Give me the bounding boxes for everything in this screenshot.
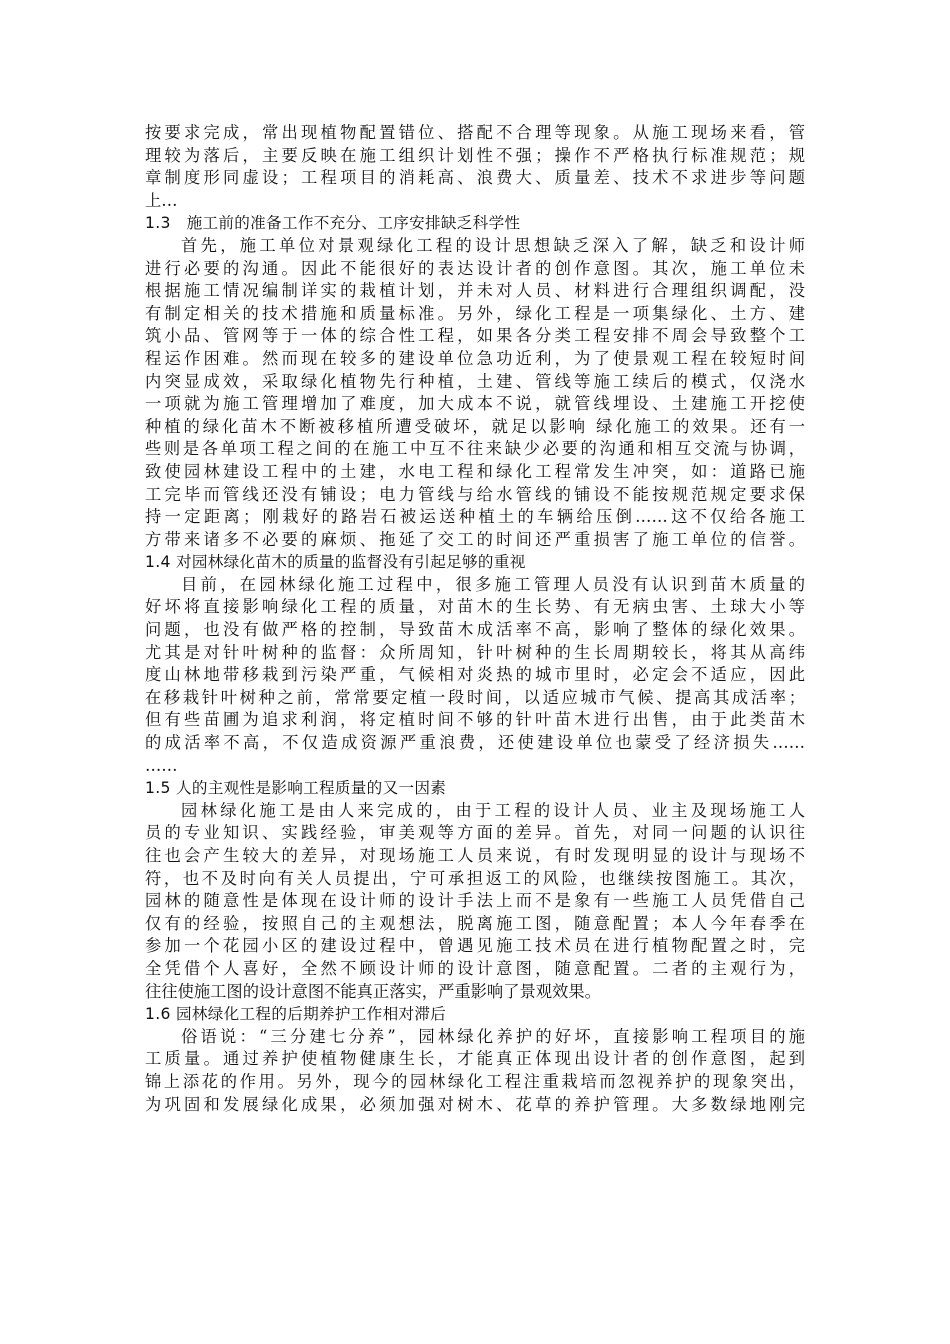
text-line: 员的专业知识、实践经验，审美观等方面的差异。首先，对同一问题的认识往	[145, 823, 805, 843]
section-heading: 1.3 施工前的准备工作不充分、工序安排缺乏科学性	[145, 214, 521, 233]
text-line: 园林的随意性是体现在设计师的设计手法上而不是象有一些施工人员凭借自己	[145, 891, 805, 911]
text-line: 章制度形同虚设；工程项目的消耗高、浪费大、质量差、技术不求进步等问题	[145, 168, 805, 188]
text-line: 符，也不及时向有关人员提出，宁可承担返工的风险，也继续按图施工。其次，	[145, 868, 805, 888]
section-1-4	[145, 551, 805, 777]
text-line: 度山林地带移栽到污染严重，气候相对炎热的城市里时，必定会不适应，因此	[145, 665, 805, 685]
text-line: 但有些苗圃为追求利润，将定植时间不够的针叶苗木进行出售，由于此类苗木	[145, 710, 805, 730]
text-line: 往也会产生较大的差异，对现场施工人员来说，有时发现明显的设计与现场不	[145, 846, 805, 865]
text-line: 方带来诸多不必要的麻烦、拖延了交工的时间还严重损害了施工单位的信誉。	[145, 529, 805, 549]
document-page	[145, 122, 805, 1116]
text-line: 尤其是对针叶树种的监督：众所周知，针叶树种的生长周期较长，将其从高纬	[145, 642, 805, 662]
text-line: 问题，也没有做严格的控制，导致苗木成活率不高，影响了整体的绿化效果。	[145, 620, 805, 640]
text-line: 工质量。通过养护使植物健康生长，才能真正体现出设计者的创作意图，起到	[145, 1049, 805, 1069]
text-line: 根据施工情况编制详实的栽植计划，并未对人员、材料进行合理组织调配，没	[145, 281, 805, 301]
section-heading: 1.4 对园林绿化苗木的质量的监督没有引起足够的重视	[145, 553, 526, 572]
text-line: 首先，施工单位对景观绿化工程的设计思想缺乏深入了解，缺乏和设计师	[181, 235, 805, 255]
text-line: 全凭借个人喜好，全然不顾设计师的设计意图，随意配置。二者的主观行为，	[145, 958, 805, 978]
section-1-5	[145, 777, 805, 1003]
text-line: 进行必要的沟通。因此不能很好的表达设计者的创作意图。其次，施工单位未	[145, 258, 805, 278]
text-line: 按要求完成，常出现植物配置错位、搭配不合理等现象。从施工现场来看，管	[145, 123, 805, 142]
text-line: 上…	[145, 190, 178, 210]
text-line: 筑小品、管网等于一体的综合性工程，如果各分类工程安排不周会导致整个工	[145, 326, 805, 346]
text-line: 俗语说：“三分建七分养”，园林绿化养护的好坏，直接影响工程项目的施	[181, 1026, 805, 1046]
text-line: 理较为落后，主要反映在施工组织计划性不强；操作不严格执行标准规范；规	[145, 145, 805, 165]
text-line: 工完毕而管线还没有铺设；电力管线与给水管线的铺设不能按规范规定要求保	[145, 484, 805, 504]
section-heading: 1.6 园林绿化工程的后期养护工作相对滞后	[145, 1005, 447, 1024]
intro-paragraph	[145, 122, 805, 212]
section-1-3	[145, 212, 805, 551]
text-line: 持一定距离；刚栽好的路岩石被运送种植土的车辆给压倒……这不仅给各施工	[145, 507, 805, 527]
text-line: 往往使施工图的设计意图不能真正落实，严重影响了景观效果。	[145, 981, 601, 1001]
text-line: 仅有的经验，按照自己的主观想法，脱离施工图，随意配置；本人今年春季在	[145, 913, 805, 933]
text-line: 的成活率不高，不仅造成资源严重浪费，还使建设单位也蒙受了经济损失……	[145, 733, 805, 753]
text-line: 些则是各单项工程之间的在施工中互不往来缺少必要的沟通和相互交流与协调，	[145, 439, 805, 459]
text-line: 一项就为施工管理增加了难度，加大成本不说，就管线埋设、土建施工开挖使	[145, 394, 805, 414]
text-line: 致使园林建设工程中的土建，水电工程和绿化工程常发生冲突，如：道路已施	[145, 461, 805, 481]
text-line: 为巩固和发展绿化成果，必须加强对树木、花草的养护管理。大多数绿地刚完	[145, 1094, 805, 1114]
text-line: 锦上添花的作用。另外，现今的园林绿化工程注重栽培而忽视养护的现象突出，	[145, 1071, 805, 1091]
text-line: 参加一个花园小区的建设过程中，曾遇见施工技术员在进行植物配置之时，完	[145, 936, 805, 956]
text-line: 园林绿化施工是由人来完成的，由于工程的设计人员、业主及现场施工人	[181, 800, 805, 820]
text-line: ……	[145, 755, 178, 775]
text-line: 在移栽针叶树种之前，常常要定植一段时间，以适应城市气候、提高其成活率；	[145, 687, 805, 707]
text-line: 程运作困难。然而现在较多的建设单位急功近利，为了使景观工程在较短时间	[145, 348, 805, 368]
text-line: 有制定相关的技术措施和质量标准。另外，绿化工程是一项集绿化、土方、建	[145, 303, 805, 323]
text-line: 内突显成效，采取绿化植物先行种植，土建、管线等施工续后的模式，仅浇水	[145, 371, 805, 391]
text-line: 好坏将直接影响绿化工程的质量，对苗木的生长势、有无病虫害、土球大小等	[145, 597, 805, 617]
text-line: 目前，在园林绿化施工过程中，很多施工管理人员没有认识到苗木质量的	[181, 574, 805, 594]
section-heading: 1.5 人的主观性是影响工程质量的又一因素	[145, 779, 447, 798]
text-line: 种植的绿化苗木不断被移植所遭受破坏，就足以影响 绿化施工的效果。还有一	[145, 416, 805, 436]
section-1-6	[145, 1003, 805, 1116]
